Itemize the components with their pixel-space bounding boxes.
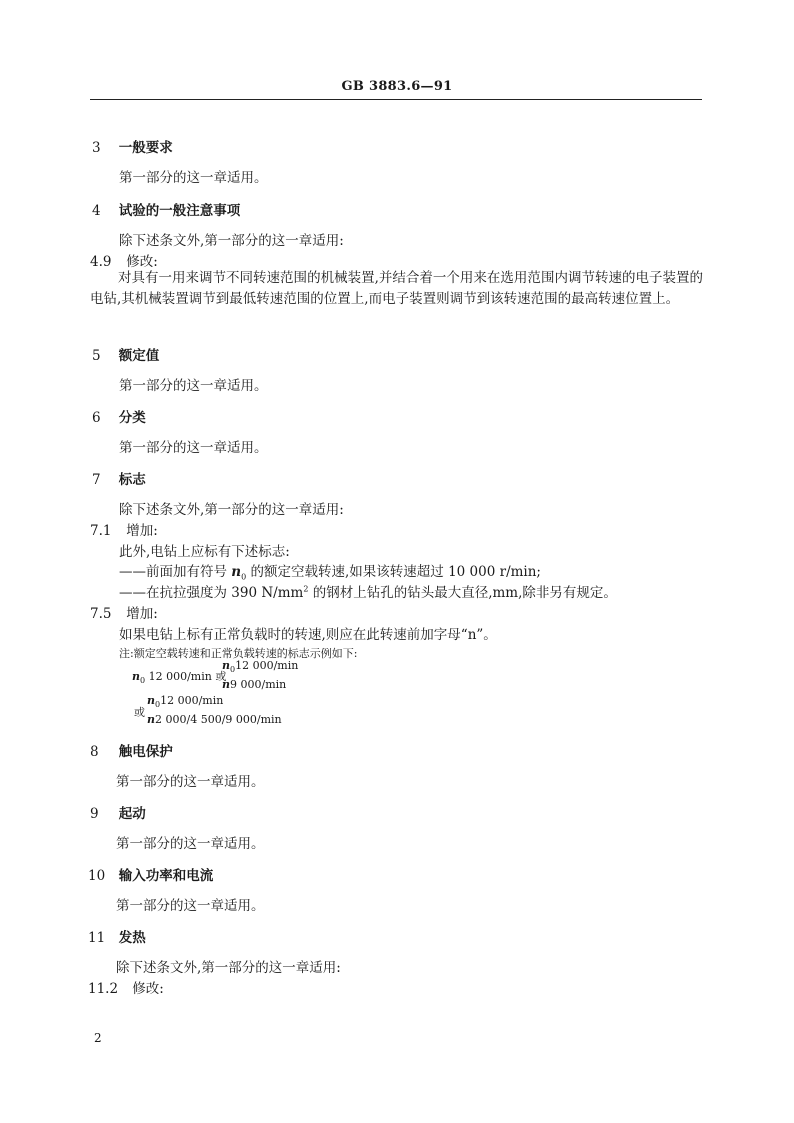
clause-7-1-item1 [119, 560, 541, 582]
example-value: 12 000/min [148, 670, 212, 683]
section-3-heading [92, 136, 173, 156]
clause-number: 7.1 [90, 523, 112, 539]
symbol-subscript: 0 [241, 572, 247, 582]
section-11-heading [88, 926, 146, 946]
clause-label: 修改: [126, 254, 158, 270]
section-5-heading [92, 344, 159, 364]
section-3-body: 第一部分的这一章适用。 [119, 170, 268, 186]
section-8-body: 第一部分的这一章适用。 [116, 774, 265, 790]
example-value: 2 000/4 500/9 000/min [155, 713, 282, 726]
section-title: 触电保护 [118, 744, 173, 760]
item-text: ——在抗拉强度为 390 N/mm [119, 585, 304, 601]
clause-7-1-item2 [119, 581, 617, 601]
section-11-body: 除下述条文外,第一部分的这一章适用: [116, 960, 341, 976]
document-header-code: GB 3883.6—91 [341, 79, 453, 94]
clause-label: 修改: [132, 981, 164, 997]
symbol-n: n [222, 678, 230, 691]
symbol-subscript: 0 [140, 676, 146, 686]
section-number: 11 [88, 930, 106, 946]
symbol-n: n [147, 713, 155, 726]
item-text: 的钢材上钻孔的钻头最大直径,mm,除非另有规定。 [308, 585, 617, 601]
section-10-body: 第一部分的这一章适用。 [116, 898, 265, 914]
section-8-heading [90, 740, 173, 760]
section-4-heading [92, 199, 240, 219]
section-title: 一般要求 [118, 140, 173, 156]
section-6-body: 第一部分的这一章适用。 [119, 440, 268, 456]
section-title: 发热 [118, 930, 146, 946]
header-rule [90, 99, 702, 100]
example-value: 12 000/min [235, 659, 299, 672]
section-5-body: 第一部分的这一章适用。 [119, 378, 268, 394]
clause-number: 4.9 [90, 254, 112, 270]
section-number: 9 [90, 806, 99, 822]
clause-number: 7.5 [90, 606, 112, 622]
section-number: 3 [92, 140, 101, 156]
clause-label: 增加: [126, 523, 158, 539]
or-word: 或 [215, 670, 227, 683]
marking-example-1 [132, 668, 226, 685]
item-text: 的额定空载转速,如果该转速超过 10 000 r/min; [246, 564, 541, 580]
symbol-subscript: 0 [155, 700, 161, 710]
section-title: 输入功率和电流 [118, 868, 214, 884]
section-6-heading [92, 406, 146, 426]
clause-4-9-heading [90, 250, 158, 270]
section-title: 起动 [118, 806, 146, 822]
section-7-body: 除下述条文外,第一部分的这一章适用: [119, 502, 344, 518]
symbol-n: n [231, 564, 242, 580]
clause-4-9-text: 对具有一用来调节不同转速范围的机械装置,并结合着一个用来在选用范围内调节转速的电子装置的电钻,其机械装置调节到最低转速范围的位置上,而电子装置则调节到该转速范围的最高转速位置上。 [90, 270, 703, 307]
section-7-heading [92, 468, 146, 488]
section-title: 标志 [118, 472, 146, 488]
symbol-n: n [222, 659, 230, 672]
clause-11-2-heading [88, 977, 164, 997]
section-number: 6 [92, 410, 101, 426]
marking-example-3-bottom [147, 713, 282, 726]
marking-example-3-or: 或 [134, 706, 145, 719]
clause-7-1-heading [90, 519, 158, 539]
section-number: 10 [88, 868, 106, 884]
marking-example-2-top [222, 659, 298, 674]
symbol-n: n [132, 670, 140, 683]
section-number: 8 [90, 744, 99, 760]
section-9-heading [90, 802, 146, 822]
section-title: 额定值 [118, 348, 160, 364]
section-4-body: 除下述条文外,第一部分的这一章适用: [119, 233, 344, 249]
section-9-body: 第一部分的这一章适用。 [116, 836, 265, 852]
marking-example-3-top [147, 694, 223, 709]
section-number: 7 [92, 472, 101, 488]
section-title: 分类 [118, 410, 146, 426]
example-value: 9 000/min [230, 678, 287, 691]
section-title: 试验的一般注意事项 [118, 203, 241, 219]
clause-label: 增加: [126, 606, 158, 622]
section-number: 4 [92, 203, 101, 219]
clause-7-1-line1: 此外,电钻上应标有下述标志: [119, 544, 290, 560]
item-text: ——前面加有符号 [119, 564, 232, 580]
page-number: 2 [94, 1031, 102, 1045]
example-value: 12 000/min [160, 694, 224, 707]
symbol-n: n [147, 694, 155, 707]
section-10-heading [88, 864, 213, 884]
clause-7-5-note: 注:额定空载转速和正常负载转速的标志示例如下: [119, 647, 358, 660]
clause-number: 11.2 [88, 981, 119, 997]
marking-example-2-bottom [222, 678, 286, 691]
clause-7-5-line1: 如果电钻上标有正常负载时的转速,则应在此转速前加字母“n”。 [119, 627, 497, 643]
section-number: 5 [92, 348, 101, 364]
symbol-subscript: 0 [230, 665, 236, 675]
superscript: 2 [303, 584, 309, 594]
clause-7-5-heading [90, 602, 158, 622]
